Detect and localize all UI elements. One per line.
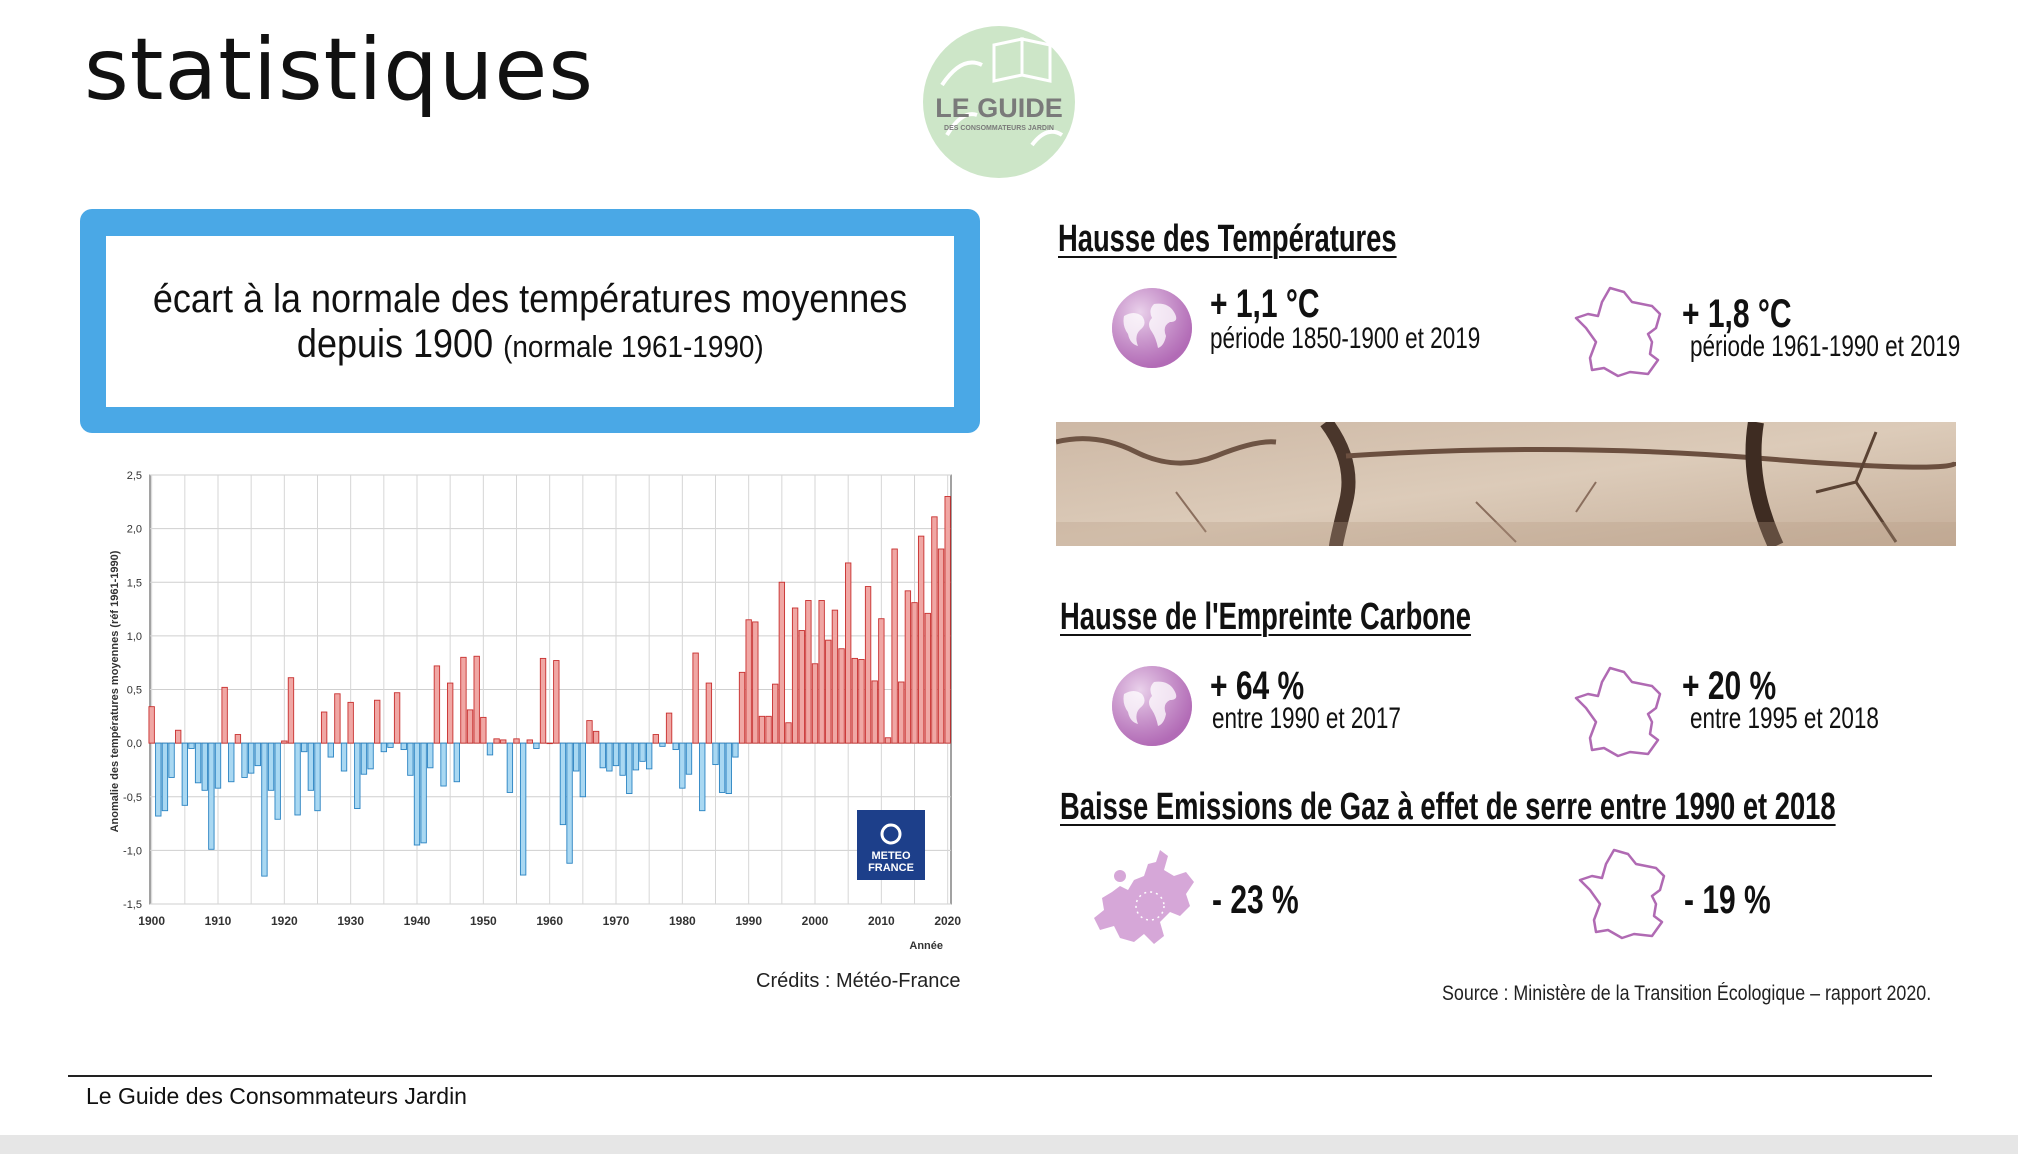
chart-bar [295, 743, 300, 815]
chart-bar [865, 587, 870, 744]
chart-bar [892, 549, 897, 743]
chart-bar [169, 743, 174, 777]
meteo-france-logo [857, 810, 925, 880]
site-logo[interactable] [922, 25, 1076, 179]
y-tick-label: 0,0 [126, 738, 142, 751]
y-tick-label: 2,5 [126, 470, 142, 482]
chart-bar [394, 693, 399, 743]
globe-icon [1110, 286, 1194, 370]
chart-bar [262, 743, 267, 876]
chart-bar [156, 743, 161, 816]
chart-bar [912, 603, 917, 743]
chart-bar [832, 610, 837, 743]
chart-bar [746, 620, 751, 743]
x-tick-label: 2020 [934, 914, 962, 928]
chart-title-main: depuis 1900 [296, 321, 493, 366]
chart-bar [713, 743, 718, 764]
chart-bar [733, 743, 738, 757]
footer-text: Le Guide des Consommateurs Jardin [86, 1083, 467, 1109]
chart-title-note: (normale 1961-1990) [502, 328, 764, 364]
chart-bar [335, 694, 340, 743]
chart-bar [321, 712, 326, 743]
chart-bar [487, 743, 492, 755]
chart-bar [905, 591, 910, 743]
dry-soil-photo [1056, 422, 1956, 546]
chart-bar [772, 684, 777, 743]
chart-title-line1: écart à la normale des températures moyennes [152, 276, 908, 321]
chart-bar [454, 743, 459, 782]
chart-bar [242, 743, 247, 777]
chart-bar [739, 672, 744, 743]
chart-bar [428, 743, 433, 768]
chart-bar [799, 631, 804, 744]
chart-bar [401, 743, 406, 749]
carbon-world-value: + 64 % [1210, 664, 1305, 708]
chart-bar [852, 658, 857, 743]
y-tick-label: 1,0 [126, 630, 142, 643]
chart-bar [341, 743, 346, 771]
chart-bar [434, 666, 439, 743]
section-title-temperature: Hausse des Températures [1058, 218, 1397, 260]
y-tick-label: 2,0 [126, 523, 142, 536]
chart-bar [766, 716, 771, 743]
logo-title: LE GUIDE [935, 93, 1063, 123]
ghg-france-value: - 19 % [1684, 878, 1771, 922]
chart-bar [328, 743, 333, 757]
chart-bar [633, 743, 638, 770]
chart-bar [229, 743, 234, 782]
temperature-france-period: période 1961-1990 et 2019 [1690, 330, 1961, 363]
chart-bar [726, 743, 731, 793]
chart-bar [932, 517, 937, 743]
europe-map-icon [1090, 846, 1200, 952]
chart-bar [653, 735, 658, 744]
chart-bar [719, 743, 724, 792]
chart-bar [514, 739, 519, 743]
chart-bar [421, 743, 426, 843]
temperature-world-value: + 1,1 °C [1210, 282, 1320, 326]
chart-bar [255, 743, 260, 766]
chart-bar [268, 743, 273, 790]
y-axis-label: Anomalie des températures moyennes (réf 1961-1990) [109, 550, 121, 833]
chart-bar [600, 743, 605, 768]
chart-bar [580, 743, 585, 797]
chart-bar [520, 743, 525, 875]
page-title: statistiques [84, 20, 595, 120]
chart-title-box [106, 236, 954, 407]
y-tick-label: -1,5 [123, 899, 142, 911]
chart-bar [494, 739, 499, 743]
chart-bar [348, 702, 353, 743]
x-tick-label: 1940 [403, 914, 431, 928]
chart-bar [885, 738, 890, 743]
chart-bar [149, 707, 154, 743]
france-map-icon [1572, 284, 1672, 380]
carbon-world-period: entre 1990 et 2017 [1212, 702, 1401, 735]
x-tick-label: 2010 [867, 914, 895, 928]
chart-bar [461, 657, 466, 743]
chart-bar [315, 743, 320, 811]
carbon-france-value: + 20 % [1682, 664, 1777, 708]
chart-bar [388, 743, 393, 747]
chart-bar [374, 700, 379, 743]
x-tick-label: 1900 [138, 914, 166, 928]
chart-bar [275, 743, 280, 819]
chart-bar [879, 619, 884, 743]
section-title-carbon: Hausse de l'Empreinte Carbone [1060, 596, 1471, 638]
chart-credits: Crédits : Météo-France [756, 970, 961, 992]
chart-bar [282, 741, 287, 743]
section-title-ghg: Baisse Emissions de Gaz à effet de serre entre 1990 et 2018 [1060, 786, 1836, 828]
meteo-logo-line2: FRANCE [868, 862, 914, 874]
x-tick-label: 2000 [801, 914, 829, 928]
chart-bar [222, 687, 227, 743]
chart-bar [467, 710, 472, 743]
chart-bar [302, 743, 307, 752]
chart-bar [925, 613, 930, 743]
chart-bar [447, 683, 452, 743]
x-tick-label: 1960 [536, 914, 564, 928]
chart-bar [693, 653, 698, 743]
chart-bar [918, 536, 923, 743]
chart-bar [501, 740, 506, 743]
globe-icon [1110, 664, 1194, 748]
chart-bar [812, 664, 817, 743]
chart-bar [607, 743, 612, 771]
footer-divider [68, 1075, 1932, 1077]
chart-bar [779, 582, 784, 743]
y-tick-label: -1,0 [123, 845, 142, 858]
chart-bar [759, 716, 764, 743]
temperature-anomaly-chart [100, 465, 970, 965]
x-tick-label: 1970 [602, 914, 630, 928]
chart-bar [620, 743, 625, 775]
chart-bar [235, 735, 240, 744]
temperature-world-period: période 1850-1900 et 2019 [1210, 322, 1481, 355]
chart-bar [481, 717, 486, 743]
chart-bar [666, 713, 671, 743]
chart-bar [308, 743, 313, 790]
chart-bar [182, 743, 187, 805]
chart-bar [195, 743, 200, 783]
chart-bar [640, 743, 645, 761]
chart-bar [408, 743, 413, 775]
meteo-logo-line1: METEO [871, 850, 911, 862]
chart-bar [368, 743, 373, 769]
chart-bar [945, 496, 950, 743]
bottom-bar [0, 1135, 2018, 1154]
x-tick-label: 1980 [668, 914, 696, 928]
chart-bar [806, 600, 811, 743]
chart-bar [859, 659, 864, 743]
chart-bar [627, 743, 632, 793]
chart-bar [792, 608, 797, 743]
chart-bar [573, 743, 578, 771]
chart-bar [700, 743, 705, 811]
chart-bar [474, 656, 479, 743]
france-map-icon [1572, 664, 1672, 760]
france-map-icon [1576, 846, 1676, 942]
chart-bar [534, 743, 539, 748]
chart-bar [613, 743, 618, 766]
x-tick-label: 1910 [204, 914, 232, 928]
chart-bar [826, 640, 831, 743]
chart-title-line2 [297, 322, 764, 367]
chart-bar [381, 743, 386, 752]
chart-bar [554, 661, 559, 744]
chart-bar [527, 740, 532, 743]
y-tick-label: -0,5 [123, 791, 142, 804]
chart-bar [414, 743, 419, 845]
chart-bar [441, 743, 446, 786]
chart-bar [587, 721, 592, 744]
chart-bar [706, 683, 711, 743]
chart-bar [175, 730, 180, 743]
chart-bar [507, 743, 512, 792]
source-note: Source : Ministère de la Transition Écologique – rapport 2020. [1442, 982, 1932, 1005]
chart-bar [202, 743, 207, 790]
chart-bar [753, 622, 758, 743]
chart-bar [899, 682, 904, 743]
carbon-france-period: entre 1995 et 2018 [1690, 702, 1879, 735]
chart-bar [209, 743, 214, 849]
y-tick-label: 0,5 [126, 684, 142, 697]
x-tick-label: 1950 [469, 914, 497, 928]
chart-bar [189, 743, 194, 748]
temperature-france-value: + 1,8 °C [1682, 292, 1792, 336]
ghg-europe-value: - 23 % [1212, 878, 1299, 922]
x-tick-label: 1920 [270, 914, 298, 928]
chart-bar [162, 743, 167, 811]
chart-bar [540, 658, 545, 743]
logo-subtitle: DES CONSOMMATEURS JARDIN [944, 125, 1054, 132]
chart-bar [938, 549, 943, 743]
x-axis-label: Année [909, 940, 943, 952]
chart-bar [593, 731, 598, 743]
chart-bar [355, 743, 360, 808]
chart-bar [819, 600, 824, 743]
chart-bar [786, 723, 791, 743]
chart-bar [288, 678, 293, 743]
chart-bar [839, 649, 844, 743]
chart-bar [845, 563, 850, 743]
chart-bar [361, 743, 366, 774]
x-tick-label: 1930 [337, 914, 365, 928]
chart-bar [673, 743, 678, 749]
chart-bar [248, 743, 253, 773]
chart-bar [547, 743, 552, 744]
chart-bar [680, 743, 685, 788]
x-tick-label: 1990 [735, 914, 763, 928]
chart-bar [567, 743, 572, 863]
chart-bar [215, 743, 220, 788]
chart-bar [872, 681, 877, 743]
chart-bar [646, 743, 651, 769]
chart-bar [560, 743, 565, 825]
chart-bar [660, 743, 665, 746]
chart-bar [686, 743, 691, 774]
y-tick-label: 1,5 [126, 577, 142, 590]
